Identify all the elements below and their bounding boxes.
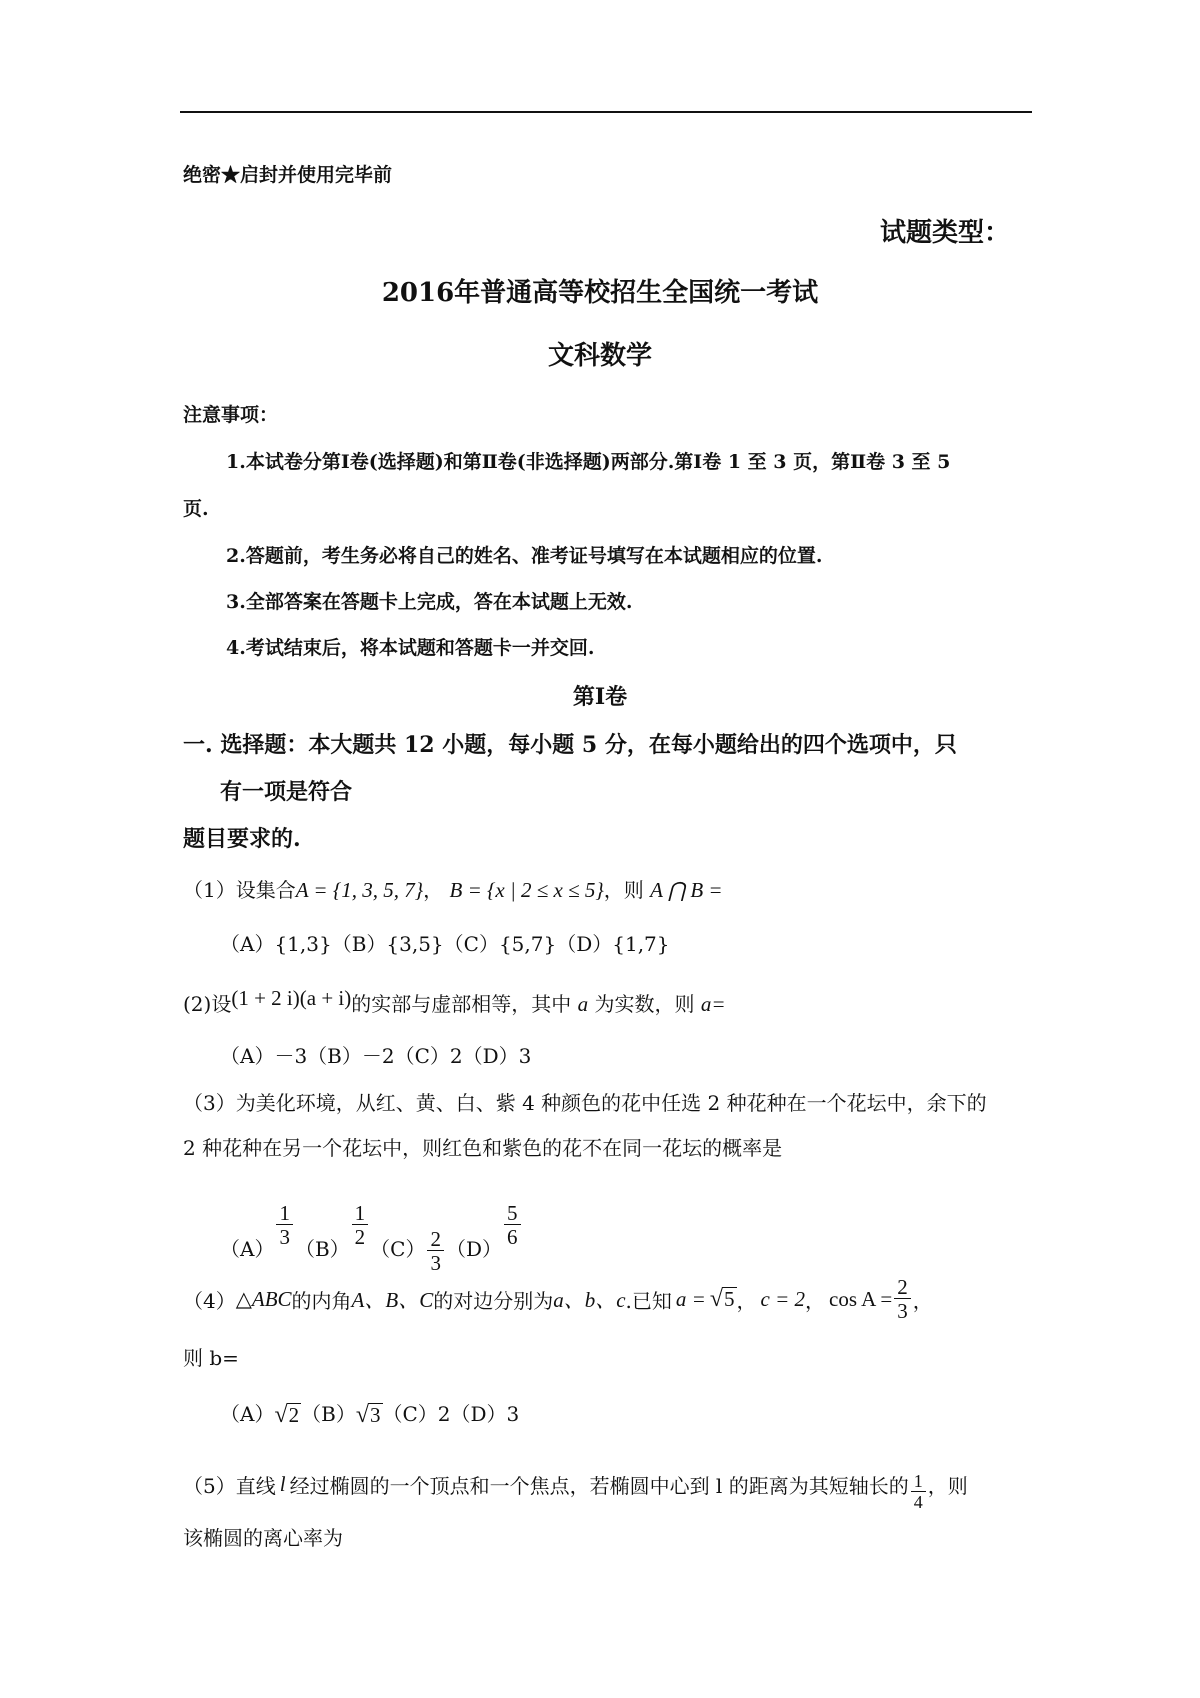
q5-text-3: ，则	[927, 1474, 968, 1499]
q2-text-1: 的实部与虚部相等，其中	[351, 992, 572, 1016]
q1-expr: A ⋂ B =	[650, 878, 723, 902]
q2-text-2: 为实数，则	[594, 992, 695, 1016]
q1-set-a: A = {1, 3, 5, 7}	[295, 878, 424, 902]
q3-b-num: 1	[354, 1201, 366, 1225]
q4-triangle: △ABC	[235, 1286, 292, 1311]
sqrt-symbol: √	[709, 1286, 723, 1313]
q5-text-2: 经过椭圆的一个顶点和一个焦点，若椭圆中心到 l 的距离为其短轴长的	[289, 1474, 909, 1499]
question-1	[183, 874, 723, 903]
section-heading-end: 题目要求的.	[183, 826, 301, 852]
q4-comma-1: ，	[736, 1288, 757, 1313]
q4-option-a-sqrt	[274, 1403, 301, 1427]
q4-option-a-label: （A）	[220, 1402, 275, 1426]
q3-a-den: 3	[276, 1224, 293, 1248]
sqrt-symbol: √	[274, 1402, 288, 1428]
q3-option-c-fraction	[427, 1228, 444, 1274]
question-4-line-2: 则 b=	[183, 1346, 239, 1370]
question-5-line-2: 该椭圆的离心率为	[183, 1526, 343, 1550]
q4-text-3: .已知	[625, 1288, 672, 1313]
q5-frac-num: 1	[913, 1471, 923, 1491]
q4-text-1: 的内角	[291, 1288, 352, 1313]
q4-a-eq: a =	[675, 1286, 706, 1311]
question-4-options	[220, 1398, 519, 1427]
note-item-1-cont: 页.	[183, 498, 209, 520]
q3-b-den: 2	[352, 1224, 369, 1248]
q3-option-d-label: （D）	[445, 1236, 503, 1261]
q3-option-b-fraction	[352, 1202, 369, 1248]
note-item-1: 1.本试卷分第Ⅰ卷(选择题)和第Ⅱ卷(非选择题)两部分.第Ⅰ卷 1 至 3 页，第Ⅱ卷 3 至 5	[226, 451, 951, 473]
q4-option-b-sqrt	[356, 1403, 383, 1427]
q4-c-eq: c = 2	[760, 1286, 805, 1311]
question-1-options: （A）{1,3}（B）{3,5}（C）{5,7}（D）{1,7}	[220, 932, 670, 956]
top-rule	[180, 111, 1032, 113]
notes-heading: 注意事项：	[183, 404, 279, 426]
question-type-label: 试题类型：	[880, 218, 1011, 248]
q4-cos-eq: cos A =	[829, 1286, 893, 1311]
q4-cos-num: 2	[897, 1275, 908, 1299]
question-3-options	[220, 1178, 523, 1274]
q4-cos-fraction	[894, 1276, 911, 1322]
q4-comma-2: ，	[805, 1288, 825, 1313]
question-2	[183, 988, 726, 1017]
q2-expr: (1 + 2 i)(a + i)	[231, 986, 352, 1010]
q4-option-b-radicand: 3	[370, 1402, 381, 1427]
q5-fraction	[911, 1472, 926, 1512]
question-5-line-1	[183, 1458, 968, 1512]
q1-sep: ，	[423, 878, 444, 902]
question-4	[183, 1276, 933, 1322]
q2-var-a: a	[577, 992, 589, 1016]
note-item-4: 4.考试结束后，将本试题和答题卡一并交回.	[226, 637, 595, 659]
q3-option-a-label: （A）	[220, 1236, 275, 1261]
q3-option-b-label: （B）	[294, 1236, 350, 1261]
q1-prefix: （1）设集合	[183, 878, 296, 902]
q3-a-num: 1	[279, 1201, 290, 1225]
section-heading-cont: 有一项是符合	[220, 779, 353, 805]
q4-angles: A、B、C	[351, 1288, 434, 1313]
q5-frac-den: 4	[911, 1491, 926, 1512]
q4-option-a-radicand: 2	[288, 1402, 300, 1427]
q1-suffix: ，则	[603, 878, 644, 902]
q5-text-1: （5）直线	[183, 1474, 276, 1499]
note-item-3: 3.全部答案在答题卡上完成，答在本试题上无效.	[226, 591, 633, 613]
question-3-line-1: （3）为美化环境，从红、黄、白、紫 4 种颜色的花中任选 2 种花种在一个花坛中，余下的	[183, 1091, 987, 1115]
q4-sides: a、b、c	[553, 1288, 626, 1313]
q3-option-c-label: （C）	[370, 1236, 426, 1261]
q2-tail: a=	[700, 992, 726, 1016]
q4-comma-3: ，	[912, 1288, 933, 1313]
q4-text-2: 的对边分别为	[433, 1288, 554, 1313]
q4-options-rest: （C）2（D）3	[382, 1402, 520, 1426]
section-heading: 一. 选择题：本大题共 12 小题，每小题 5 分，在每小题给出的四个选项中，只	[183, 732, 957, 758]
part1-title: 第Ⅰ卷	[572, 684, 628, 710]
q3-c-den: 3	[427, 1250, 444, 1274]
q3-option-d-fraction	[504, 1202, 521, 1248]
q3-d-num: 5	[507, 1201, 518, 1225]
secret-label: 绝密★启封并使用完毕前	[183, 164, 393, 186]
q5-var-l: l	[279, 1472, 286, 1497]
q1-set-b: B = {x | 2 ≤ x ≤ 5}	[449, 878, 604, 902]
q3-d-den: 6	[504, 1224, 521, 1248]
q3-option-a-fraction	[276, 1202, 293, 1248]
q4-cos-den: 3	[894, 1298, 911, 1322]
sqrt-symbol: √	[355, 1402, 369, 1428]
q3-c-num: 2	[430, 1227, 441, 1251]
exam-title: 2016年普通高等校招生全国统一考试	[381, 278, 819, 308]
subject-title: 文科数学	[547, 341, 652, 371]
question-3-line-2: 2 种花种在另一个花坛中，则红色和紫色的花不在同一花坛的概率是	[183, 1136, 783, 1160]
q4-a-radicand: 5	[724, 1287, 735, 1311]
q4-sqrt-5	[710, 1287, 737, 1311]
note-item-2: 2.答题前，考生务必将自己的姓名、准考证号填写在本试题相应的位置.	[226, 545, 823, 567]
q2-prefix: (2)设	[183, 992, 232, 1016]
q4-option-b-label: （B）	[301, 1402, 356, 1426]
q4-prefix: （4）	[183, 1288, 236, 1313]
question-2-options: （A）－3（B）－2（C）2（D）3	[220, 1044, 532, 1068]
